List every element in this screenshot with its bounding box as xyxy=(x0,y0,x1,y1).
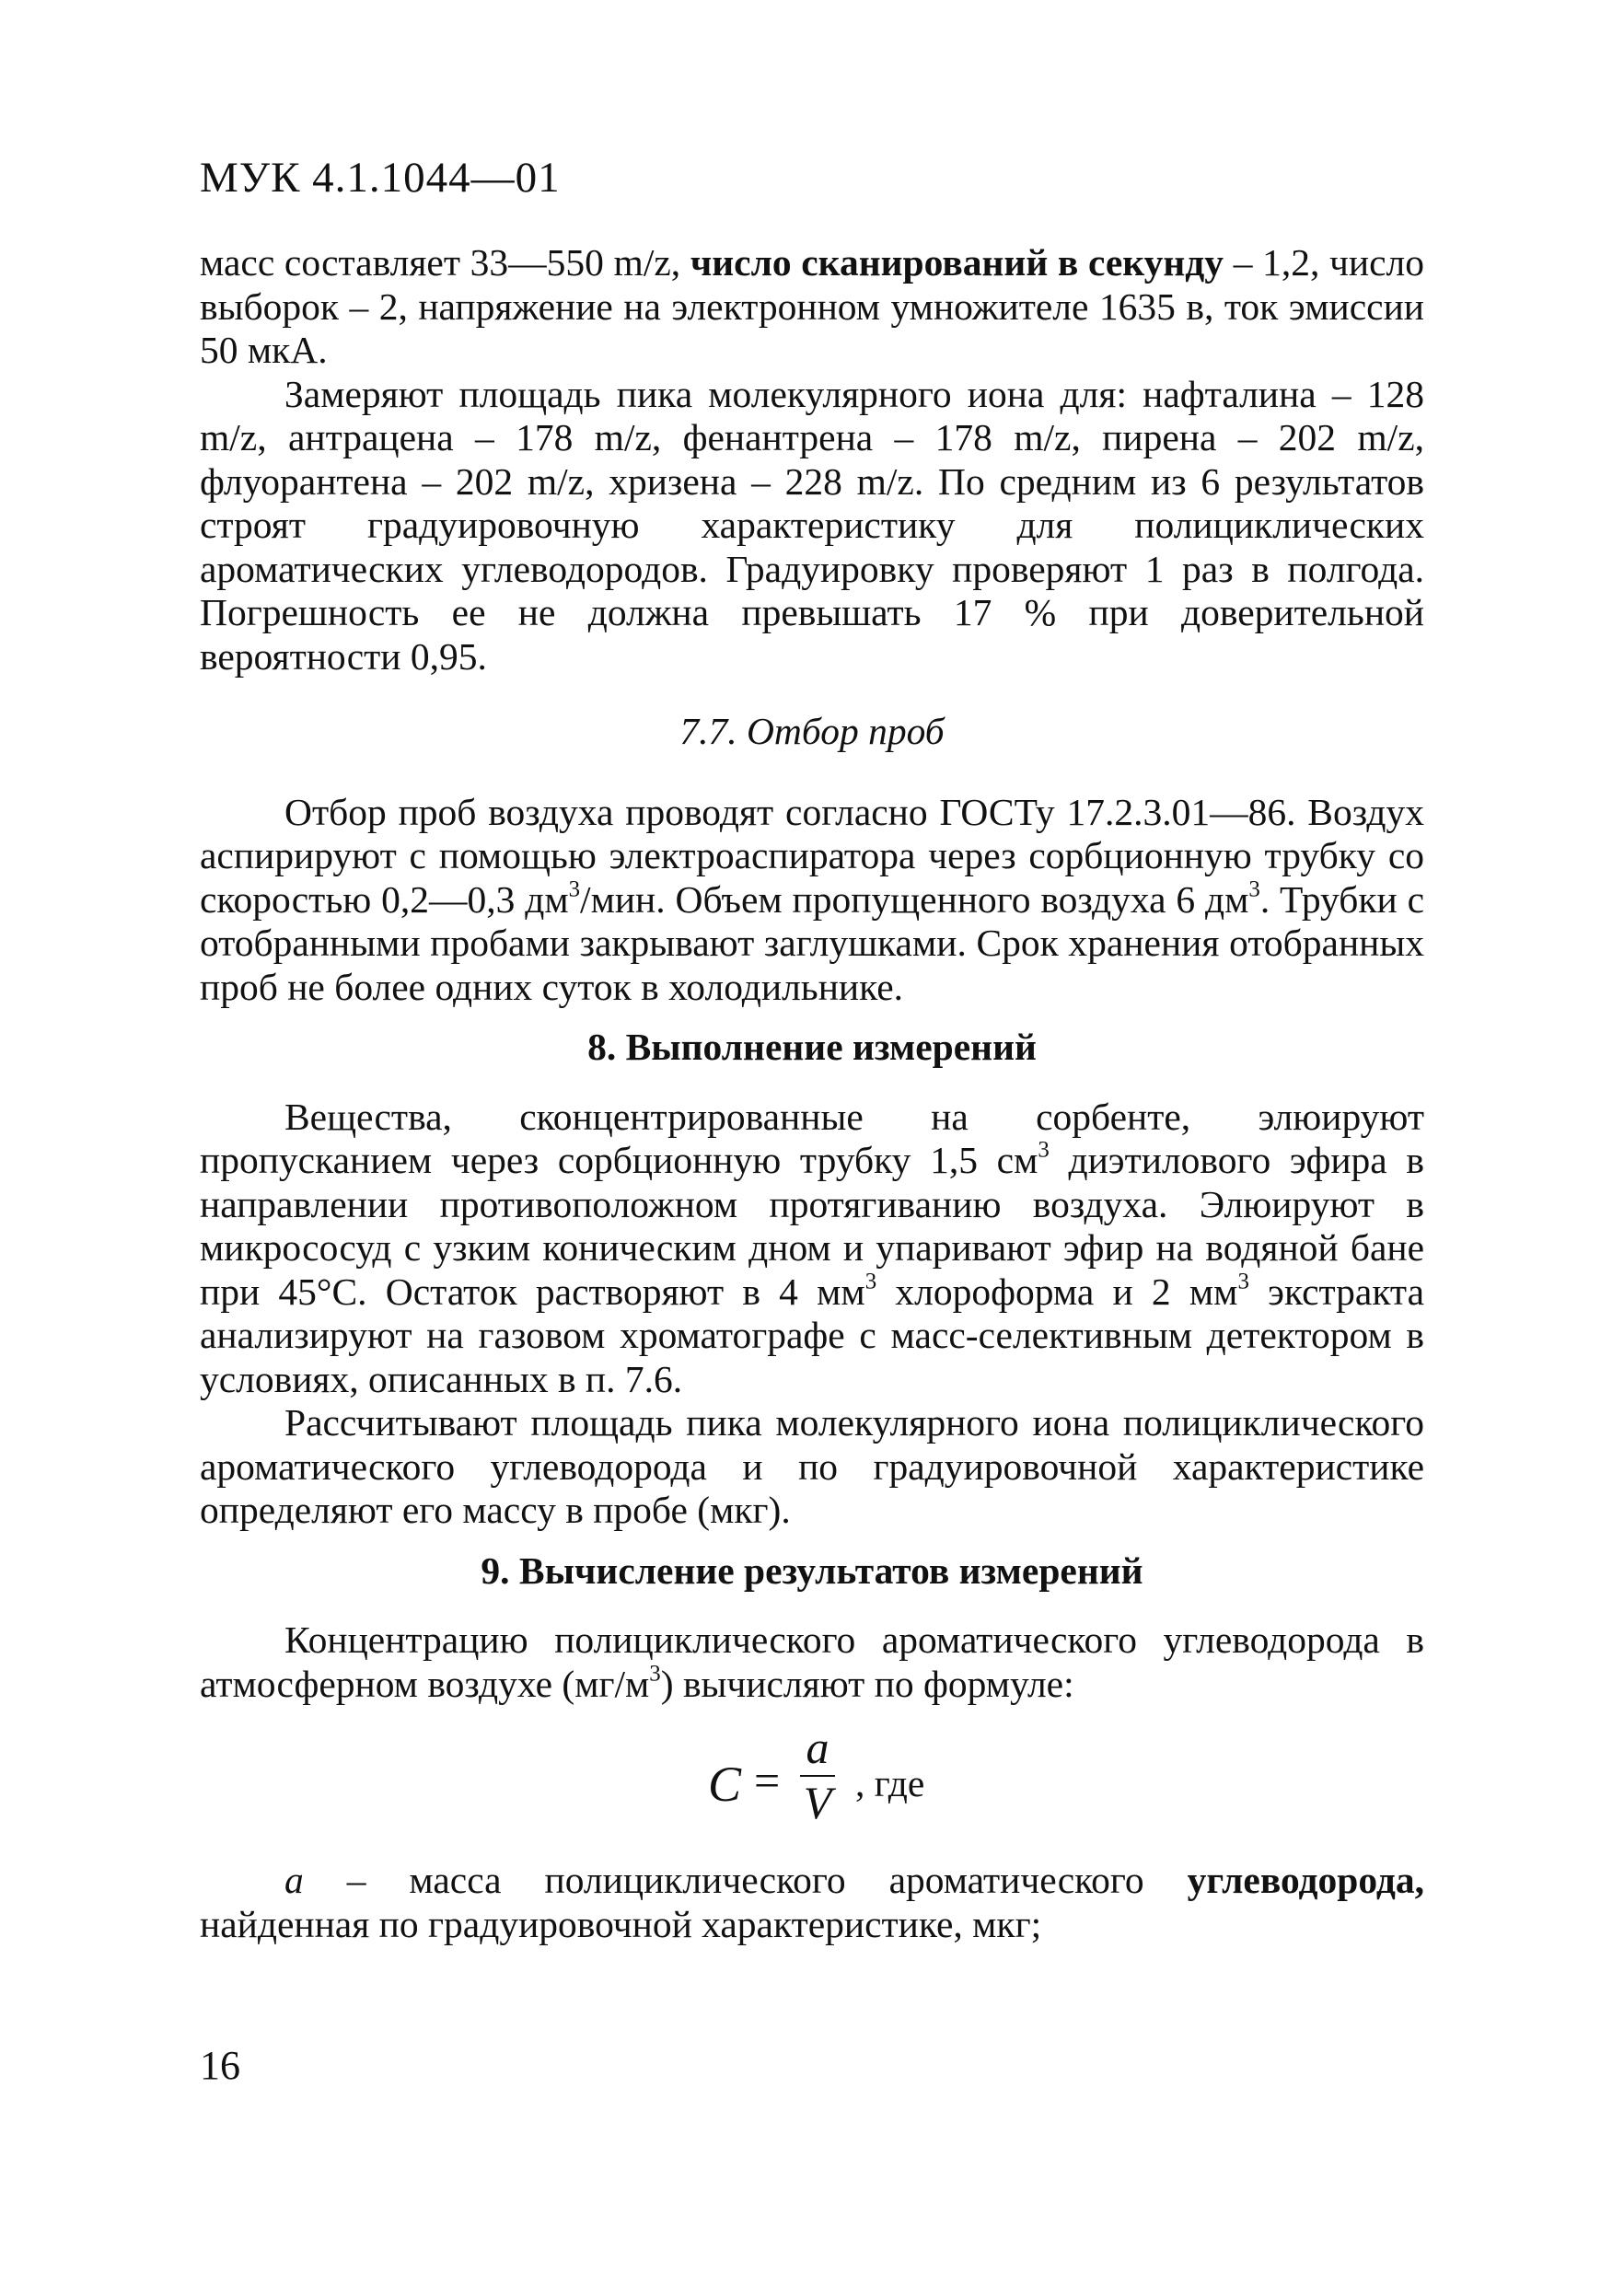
text-run-bold: углеводорода, xyxy=(1187,1859,1424,1901)
text-run: – масса полициклического ароматического xyxy=(303,1859,1188,1901)
paragraph-sampling xyxy=(200,791,1424,1010)
formula-tail: , где xyxy=(855,1762,925,1804)
superscript: 3 xyxy=(568,876,581,902)
formula-fraction xyxy=(796,1724,839,1826)
section-heading-8: 8. Выполнение измерений xyxy=(587,1026,1037,1068)
superscript: 3 xyxy=(1237,1269,1249,1294)
text-run: Отбор проб воздуха проводят согласно ГОСТу 17.2.3.01—86. Воздух аспирируют с помощью электроаспиратора через сорбционную трубку со скоростью 0,2—0,3 дм xyxy=(200,790,1424,921)
variable-symbol: a xyxy=(284,1859,304,1901)
text-run: . Трубки с отобранными пробами закрывают заглушками. Срок хранения отобранных проб не более одних суток в холодильнике. xyxy=(200,877,1424,1008)
paragraph-ms-parameters xyxy=(200,241,1424,373)
superscript: 3 xyxy=(864,1269,877,1294)
superscript: 3 xyxy=(1038,1137,1050,1163)
section-heading-9: 9. Вычисление результатов измерений xyxy=(481,1548,1143,1592)
formula-equals: = xyxy=(754,1755,781,1806)
paragraph-elution xyxy=(200,1096,1424,1402)
formula-lhs: C xyxy=(708,1757,742,1812)
paragraph-peak-area: Замеряют площадь пика молекулярного иона для: нафталина – 128 m/z, антрацена – 178 m/z, фенантрена – 178 m/z, пирена – 202 m/z, флуорантена – 202 m/z, хризена – 228 m/z. По средним из 6 результатов строят градуировочную характеристику для полициклических ароматических углеводородов. Градуировку проверяют 1 раз в полгода. Погрешность ее не должна превышать 17 % при доверительной вероятности 0,95. xyxy=(200,372,1424,678)
text-run: ) вычисляют по формуле: xyxy=(660,1662,1074,1705)
text-run: найденная по градуировочной характеристике, мкг; xyxy=(200,1902,1042,1945)
text-run: диэтилового эфира в направлении противоположном протягиванию воздуха. Элюируют в микрососуд с узким коническим дном и упаривают эфир на водяной бане при 45°С. Остаток растворяют в 4 мм xyxy=(200,1139,1424,1313)
superscript: 3 xyxy=(1248,876,1260,902)
paragraph-calculation-of-mass: Рассчитывают площадь пика молекулярного иона полициклического ароматического углеводорода и по градуировочной характеристике определяют его массу в пробе (мкг). xyxy=(200,1401,1424,1531)
text-run-bold: число сканирований в секунду xyxy=(690,241,1224,284)
text-run: хлороформа и 2 мм xyxy=(876,1270,1238,1313)
document-page xyxy=(200,0,1424,2285)
text-run: Концентрацию полициклического ароматического углеводорода в атмосферном воздухе (мг/м xyxy=(200,1618,1424,1705)
text-run: масс составляет 33—550 m/z, xyxy=(200,241,690,284)
text-run: Вещества, сконцентрированные на сорбенте, элюируют пропусканием через сорбционную трубку 1,5 см xyxy=(200,1095,1424,1181)
subsection-heading-7-7: 7.7. Отбор проб xyxy=(679,710,945,752)
superscript: 3 xyxy=(649,1661,661,1687)
document-code-header: МУК 4.1.1044—01 xyxy=(200,154,561,202)
text-run: – 1,2, число выборок – 2, напряжение на электронном умножителе 1635 в, ток эмиссии 50 мкА. xyxy=(200,241,1424,371)
formula-numerator: a xyxy=(806,1722,829,1773)
concentration-formula xyxy=(200,1724,1424,1827)
paragraph-concentration xyxy=(200,1618,1424,1706)
page-number: 16 xyxy=(200,2043,240,2088)
document-body xyxy=(200,241,1424,1946)
text-run: экстракта анализируют на газовом хроматографе с масс-селективным детектором в условиях, описанных в п. 7.6. xyxy=(200,1270,1424,1400)
formula-denominator: V xyxy=(803,1777,832,1828)
paragraph-variable-definition xyxy=(200,1859,1424,1946)
text-run: /мин. Объем пропущенного воздуха 6 дм xyxy=(580,877,1249,921)
